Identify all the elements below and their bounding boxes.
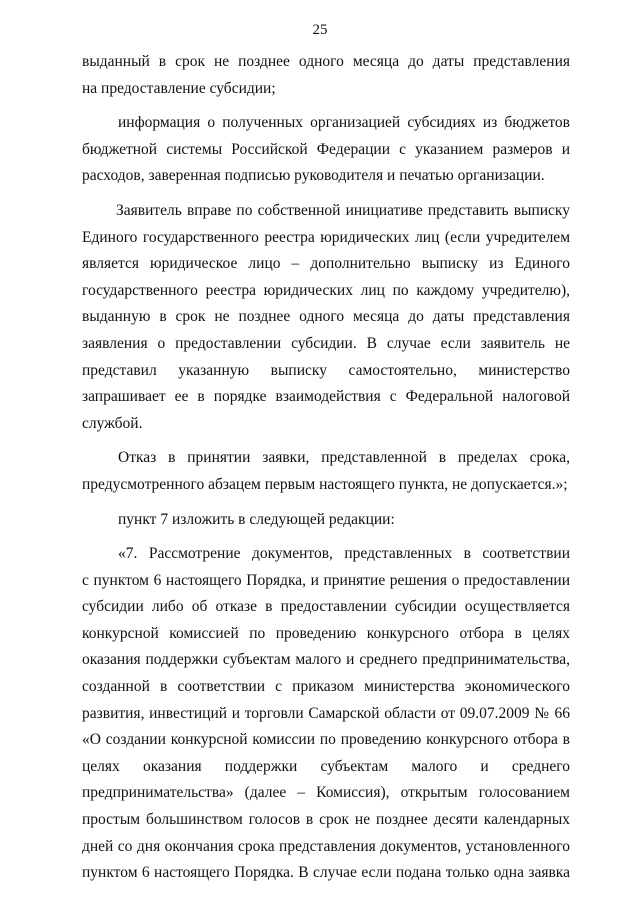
text-line: дней со дня окончания срока представления документов, установленного <box>82 837 570 855</box>
text-line: бюджетной системы Российской Федерации с указанием размеров и <box>82 140 570 158</box>
paragraph-gap <box>82 102 570 110</box>
text-line: «7. Рассмотрение документов, представленных в соответствии <box>118 545 570 563</box>
paragraph-gap <box>82 499 570 507</box>
text-line: развития, инвестиций и торговли Самарской области от 09.07.2009 № 66 <box>82 704 570 722</box>
text-line: Заявитель вправе по собственной инициативе представить выписку <box>116 201 570 219</box>
text-line: является юридическое лицо – дополнительно выписку из Единого <box>82 255 570 273</box>
text-line: выданную в срок не позднее одного месяца до даты представления <box>82 308 570 326</box>
document-body <box>82 49 570 887</box>
text-line: государственного реестра юридических лиц по каждому учредителю), <box>82 281 570 299</box>
text-line: предпринимательства» (далее – Комиссия), открытым голосованием <box>82 784 570 802</box>
text-line: с пунктом 6 настоящего Порядка, и принятие решения о предоставлении <box>82 571 570 589</box>
text-line: Единого государственного реестра юридических лиц (если учредителем <box>82 228 570 246</box>
text-line: пункт 7 изложить в следующей редакции: <box>118 510 395 528</box>
text-line: созданной в соответствии с приказом министерства экономического <box>82 678 570 696</box>
text-line: информация о полученных организацией субсидиях из бюджетов <box>118 114 570 132</box>
text-line: пунктом 6 настоящего Порядка. В случае если подана только одна заявка <box>82 864 570 882</box>
text-line: запрашивает ее в порядке взаимодействия с Федеральной налоговой <box>82 388 570 406</box>
text-line: оказания поддержки субъектам малого и среднего предпринимательства, <box>82 651 570 669</box>
text-line: представил указанную выписку самостоятельно, министерство <box>82 361 570 379</box>
text-line: службой. <box>82 414 143 432</box>
text-line: субсидии либо об отказе в предоставлении субсидии осуществляется <box>82 598 570 616</box>
paragraph-gap <box>82 437 570 445</box>
text-line: выданный в срок не позднее одного месяца до даты представления <box>82 53 570 70</box>
text-line: целях оказания поддержки субъектам малого и среднего <box>82 757 570 775</box>
text-line: простым большинством голосов в срок не позднее десяти календарных <box>82 811 570 829</box>
text-line: Отказ в принятии заявки, представленной в пределах срока, <box>118 449 570 467</box>
page-number: 25 <box>312 22 328 38</box>
paragraph-gap <box>82 190 570 198</box>
text-line: «О создании конкурсной комиссии по проведению конкурсного отбора в <box>82 731 570 749</box>
text-line: расходов, заверенная подписью руководителя и печатью организации. <box>82 167 545 185</box>
text-line: на предоставление субсидии; <box>82 79 276 97</box>
text-line: предусмотренного абзацем первым настоящего пункта, не допускается.»; <box>82 475 568 493</box>
text-line: конкурсной комиссией по проведению конкурсного отбора в целях <box>82 624 570 642</box>
text-line: заявления о предоставлении субсидии. В случае если заявитель не <box>82 334 570 352</box>
paragraph-gap <box>82 533 570 541</box>
